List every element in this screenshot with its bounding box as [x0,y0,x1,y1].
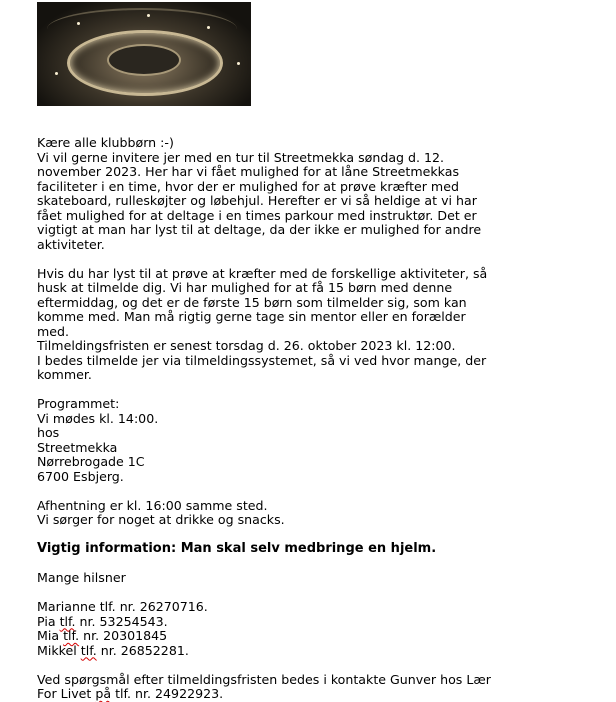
photo-light [147,14,150,17]
pickup-paragraph: Afhentning er kl. 16:00 samme sted. Vi sørger for noget at drikke og snacks. [37,497,285,527]
photo-light [55,72,58,75]
contact-line: Pia tlf. nr. 53254543. [37,613,168,629]
signup-paragraph: Hvis du har lyst til at prøve at kræfter med de forskellige aktiviteter, så husk at tilmelde dig. Vi har mulighed for at få 15 børn med denne eftermiddag, og det er de første 15 børn som tilmelder sig, som kan komme med. Man må rigtig gerne tage sin mentor eller en forælder med. Tilmeldingsfristen er senest torsdag d. 26. oktober 2023 kl. 12:00. I bedes tilmelde jer via tilmeldingssystemet, så vi ved hvor mange, der kommer. [37,265,488,382]
header-photo [37,2,251,106]
closing: Mange hilsner [37,570,126,585]
program-paragraph: Programmet: Vi mødes kl. 14:00. hos Streetmekka Nørrebrogade 1C 6700 Esbjerg. [37,396,159,484]
photo-light [77,22,80,25]
intro-paragraph: Vi vil gerne invitere jer med en tur til Streetmekka søndag d. 12. november 2023. Her har vi fået mulighed for at låne Streetmekkas faciliteter i en time, hvor der er mulighed for at prøve kræfter med skateboard, rulleskøjter og løbehjul. Herefter er vi så heldige at vi har fået mulighed for at deltage i en times parkour med instruktør. Det er vigtigt at man har lyst til at deltage, da der ikke er mulighed for andre aktiviteter. [37,149,482,252]
contact-line: Mikkel tlf. nr. 26852281. [37,642,189,658]
letter-body [37,136,497,702]
photo-light [237,62,240,65]
contact-line: Mia tlf. nr. 20301845 [37,628,168,643]
photo-center-shape [107,44,181,76]
important-notice: Vigtig information: Man skal selv medbringe en hjelm. [37,541,437,556]
footer-paragraph: Ved spørgsmål efter tilmeldingsfristen bedes i kontakte Gunver hos Lær For Livet på tlf. nr. 24922923. [37,671,491,701]
contact-line: Marianne tlf. nr. 26270716. [37,599,208,614]
photo-light [207,26,210,29]
greeting: Kære alle klubbørn :-) [37,135,174,150]
